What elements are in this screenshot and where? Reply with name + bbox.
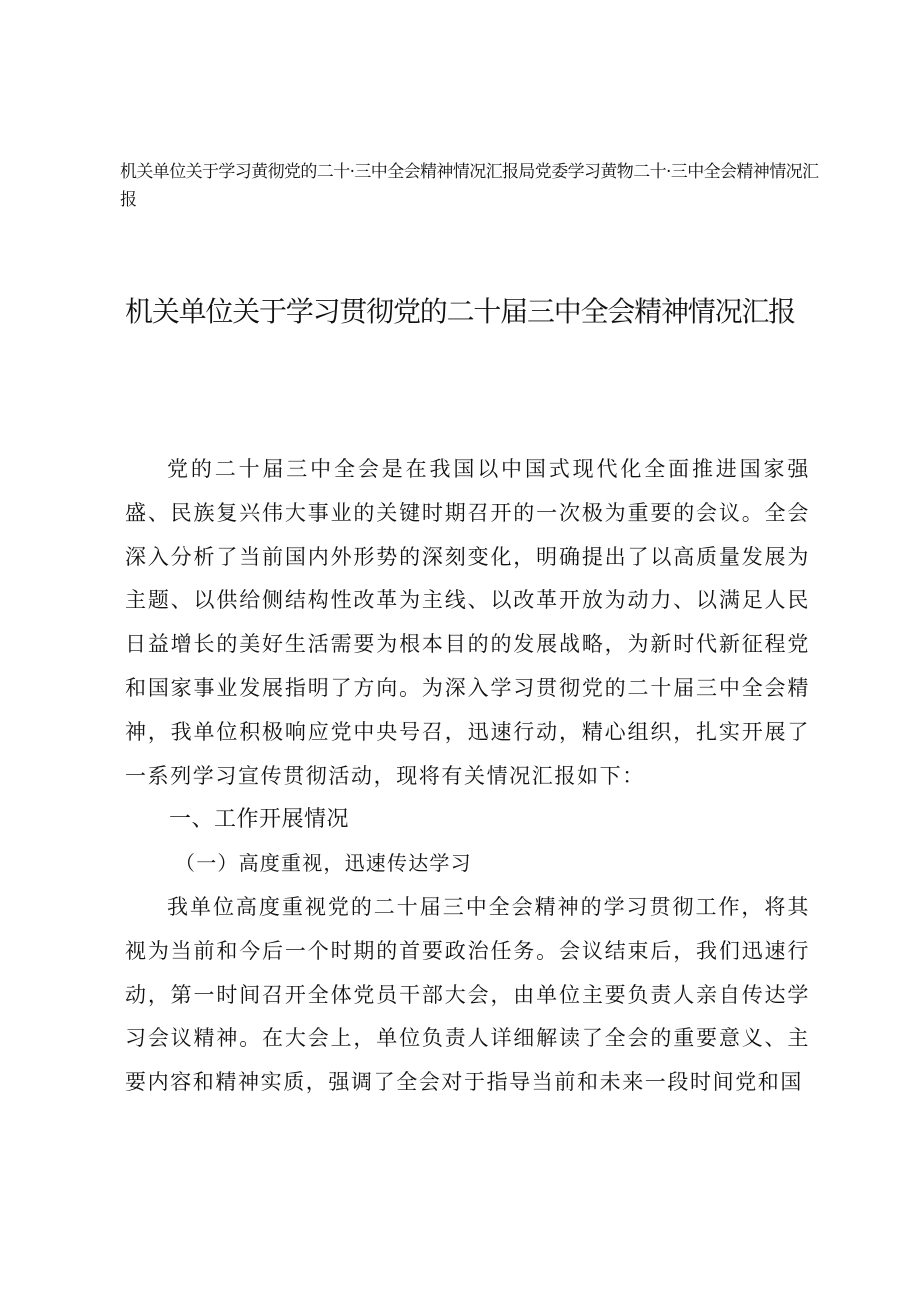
section-heading-1: 一、工作开展情况 <box>169 807 350 833</box>
document-body <box>125 448 810 1105</box>
subsection-1-paragraph: 我单位高度重视党的二十届三中全会精神的学习贯彻工作，将其视为当前和今后一个时期的首要政治任务。会议结束后，我们迅速行动，第一时间召开全体党员干部大会，由单位主要负责人亲自传达学习会议精神。在大会上，单位负责人详细解读了全会的重要意义、主要内容和精神实质，强调了全会对于指导当前和未来一段时间党和国 <box>125 894 810 1095</box>
intro-paragraph: 党的二十届三中全会是在我国以中国式现代化全面推进国家强盛、民族复兴伟大事业的关键时期召开的一次极为重要的会议。全会深入分析了当前国内外形势的深刻变化，明确提出了以高质量发展为主题、以供给侧结构性改革为主线、以改革开放为动力、以满足人民日益增长的美好生活需要为根本目的的发展战略，为新时代新征程党和国家事业发展指明了方向。为深入学习贯彻党的二十届三中全会精神，我单位积极响应党中央号召，迅速行动，精心组织，扎实开展了一系列学习宣传贯彻活动，现将有关情况汇报如下： <box>125 457 810 788</box>
subsection-heading-1: （一）高度重视，迅速传达学习 <box>175 851 472 876</box>
document-title: 机关单位关于学习贯彻党的二十届三中全会精神情况汇报 <box>124 295 795 328</box>
document-header-line: 机关单位关于学习黄彻党的二十·三中全会精神情况汇报局党委学习黄物二十·三中全会精神情况汇报 <box>120 162 819 210</box>
